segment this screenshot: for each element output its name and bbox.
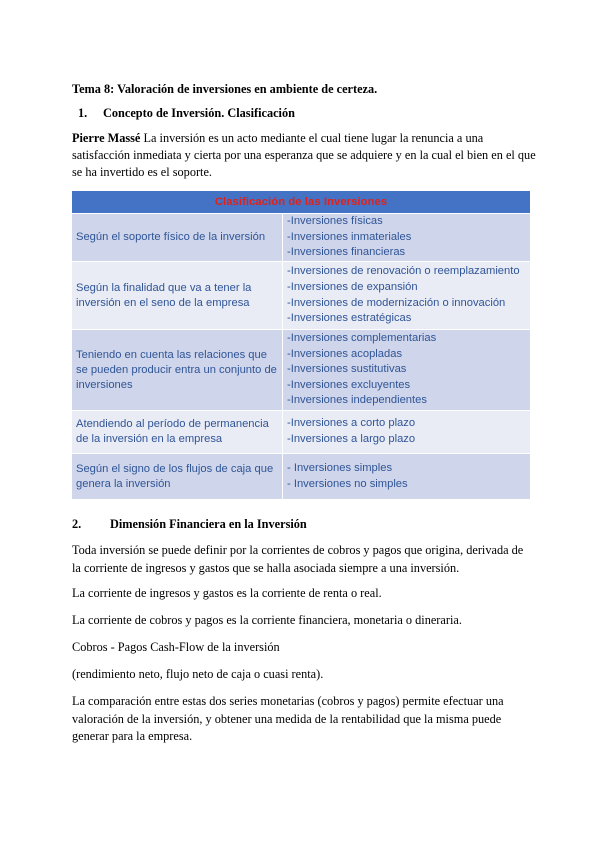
- type-item: -Inversiones sustitutivas: [287, 363, 407, 376]
- type-item: -Inversiones estratégicas: [287, 312, 412, 325]
- type-item: -Inversiones financieras: [287, 246, 406, 259]
- topic-title: Tema 8: Valoración de inversiones en ambiente de certeza.: [72, 82, 378, 96]
- types-cell: [283, 262, 530, 329]
- table-row: [72, 329, 530, 410]
- type-item: - Inversiones simples: [287, 461, 393, 474]
- section2-title: Dimensión Financiera en la Inversión: [110, 517, 307, 531]
- paragraph: Toda inversión se puede definir por la corrientes de cobros y pagos que origina, derivada de la corriente de ingresos y gastos que se halla asociada siempre a una inversión.: [72, 543, 524, 575]
- type-item: -Inversiones inmateriales: [287, 230, 412, 243]
- criterion-cell: Según el signo de los flujos de caja que genera la inversión: [72, 454, 283, 499]
- paragraph: La corriente de ingresos y gastos es la corriente de renta o real.: [72, 586, 382, 600]
- type-item: -Inversiones a largo plazo: [287, 433, 416, 445]
- type-item: - Inversiones no simples: [287, 477, 408, 490]
- author-name: Pierre Massé: [72, 131, 141, 145]
- intro-line-1: [72, 131, 483, 146]
- table-row: [72, 410, 530, 453]
- criterion-cell: Según el soporte físico de la inversión: [72, 214, 283, 261]
- type-item: -Inversiones de renovación o reemplazamiento: [287, 265, 520, 278]
- types-cell: [283, 330, 530, 410]
- type-item: -Inversiones acopladas: [287, 347, 403, 360]
- table-header: Clasificación de las Inversiones: [72, 191, 530, 213]
- criterion-cell: Según la finalidad que va a tener la inversión en el seno de la empresa: [72, 262, 283, 329]
- criterion-cell: Teniendo en cuenta las relaciones que se pueden producir entra un conjunto de inversiones: [72, 330, 283, 410]
- table-row: [72, 213, 530, 261]
- type-item: -Inversiones físicas: [287, 215, 383, 228]
- type-item: -Inversiones complementarias: [287, 332, 437, 345]
- type-item: -Inversiones de modernización o innovación: [287, 296, 506, 309]
- intro-line-3: se ha invertido es el soporte.: [72, 165, 213, 179]
- type-item: -Inversiones de expansión: [287, 280, 418, 293]
- types-cell: [283, 411, 530, 453]
- paragraph: Cobros - Pagos Cash-Flow de la inversión: [72, 640, 280, 654]
- table-row: [72, 261, 530, 329]
- intro-text-1: La inversión es un acto mediante el cual tiene lugar la renuncia a una: [140, 131, 484, 145]
- classification-table: [72, 191, 530, 499]
- paragraph: La corriente de cobros y pagos es la corriente financiera, monetaria o dineraria.: [72, 613, 462, 627]
- types-cell: [283, 454, 530, 499]
- table-row: [72, 453, 530, 499]
- types-cell: [283, 214, 530, 261]
- section1-number: 1.: [78, 106, 88, 120]
- type-item: -Inversiones excluyentes: [287, 378, 411, 391]
- type-item: -Inversiones a corto plazo: [287, 417, 416, 430]
- paragraph: La comparación entre estas dos series monetarias (cobros y pagos) permite efectuar una valoración de la inversión, y obtener una medida de la rentabilidad que la misma puede generar para la empresa.: [72, 694, 504, 743]
- section1-title: Concepto de Inversión. Clasificación: [103, 106, 295, 120]
- criterion-cell: Atendiendo al período de permanencia de la inversión en la empresa: [72, 411, 283, 453]
- section2-number: 2.: [72, 517, 82, 531]
- type-item: -Inversiones independientes: [287, 394, 427, 407]
- intro-line-2: satisfacción inmediata y cierta por una esperanza que se adquiere y en la cual el bien en el que: [72, 148, 536, 162]
- paragraph: (rendimiento neto, flujo neto de caja o cuasi renta).: [72, 667, 324, 681]
